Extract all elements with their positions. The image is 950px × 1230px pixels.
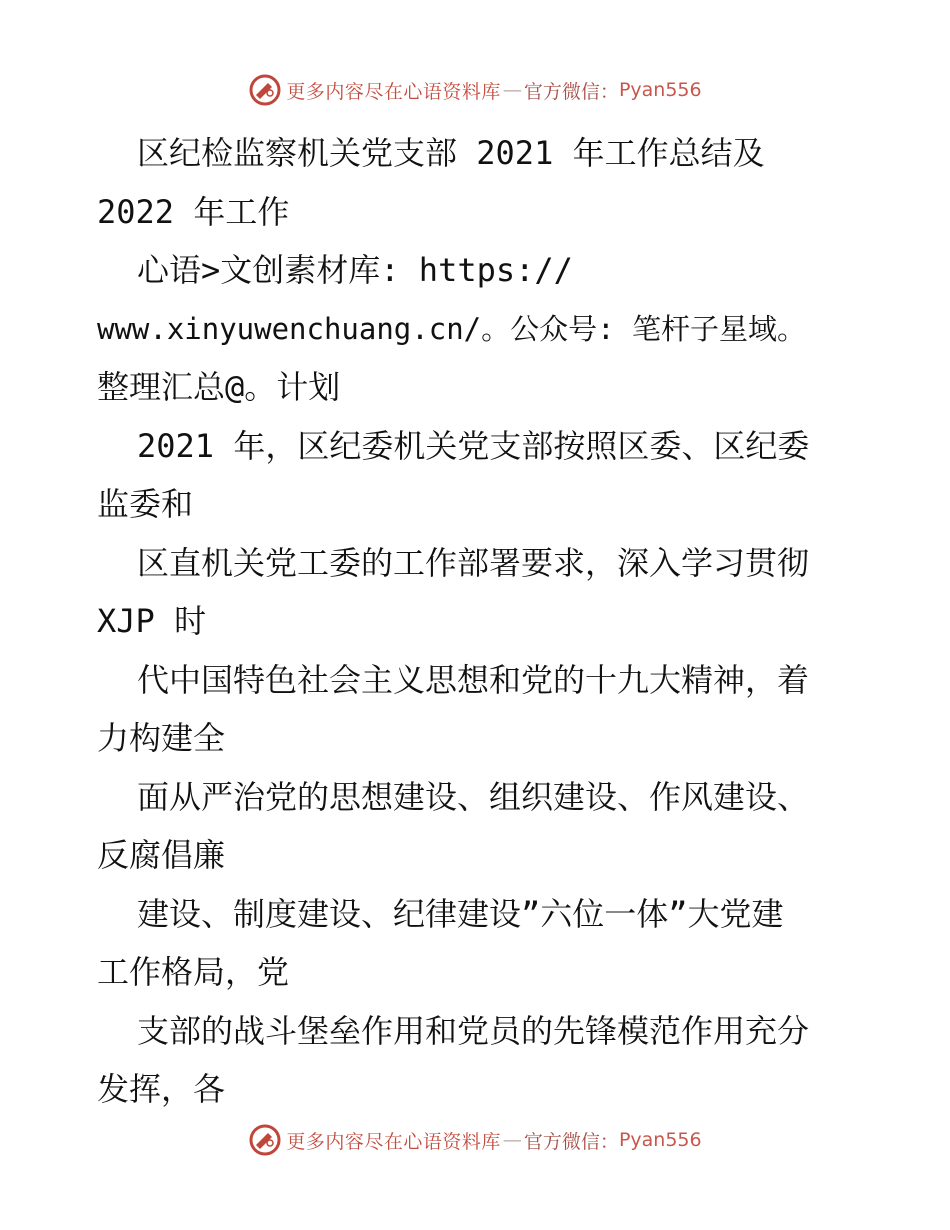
banner-separator: — [502,79,522,101]
banner-wechat-label: 官方微信： [523,80,619,103]
banner-wechat-label: 官方微信： [523,1130,619,1153]
paragraph-line: 面从严治党的思想建设、组织建设、作风建设、 [137,777,810,816]
source-line-end: 整理汇总@。计划 [97,368,341,406]
banner-main-text: 更多内容尽在心语资料库 [286,80,501,103]
source-url-line: www.xinyuwenchuang.cn/。公众号: 笔杆子星域。 [97,311,807,346]
banner-wechat-id: Pyan556 [618,1129,702,1151]
title-line-continued: 2022 年工作 [97,192,290,231]
paragraph-line: XJP 时 [97,602,207,640]
pen-logo-icon [248,1123,282,1157]
document-body [97,124,867,1119]
paragraph-line: 2021 年，区纪委机关党支部按照区委、区纪委 [137,426,810,465]
title-line: 区纪检监察机关党支部 2021 年工作总结及 [137,134,765,172]
footer-watermark-banner [0,1120,950,1160]
banner-separator: — [502,1129,522,1151]
header-watermark-banner [0,70,950,110]
source-line: 心语>文创素材库: https:// [137,251,573,289]
paragraph-line: 支部的战斗堡垒作用和党员的先锋模范作用充分 [137,1011,810,1050]
paragraph-line: 反腐倡廉 [97,836,226,874]
paragraph-line: 区直机关党工委的工作部署要求，深入学习贯彻 [137,543,810,582]
paragraph-line: 力构建全 [97,719,226,757]
paragraph-line: 建设、制度建设、纪律建设”六位一体”大党建 [137,894,784,933]
paragraph-line: 监委和 [97,485,194,523]
paragraph-line: 代中国特色社会主义思想和党的十九大精神，着 [137,660,810,699]
banner-wechat-id: Pyan556 [618,79,702,101]
paragraph-line: 发挥，各 [97,1070,226,1108]
banner-main-text: 更多内容尽在心语资料库 [286,1130,501,1153]
paragraph-line: 工作格局，党 [97,953,290,991]
pen-logo-icon [248,73,282,107]
